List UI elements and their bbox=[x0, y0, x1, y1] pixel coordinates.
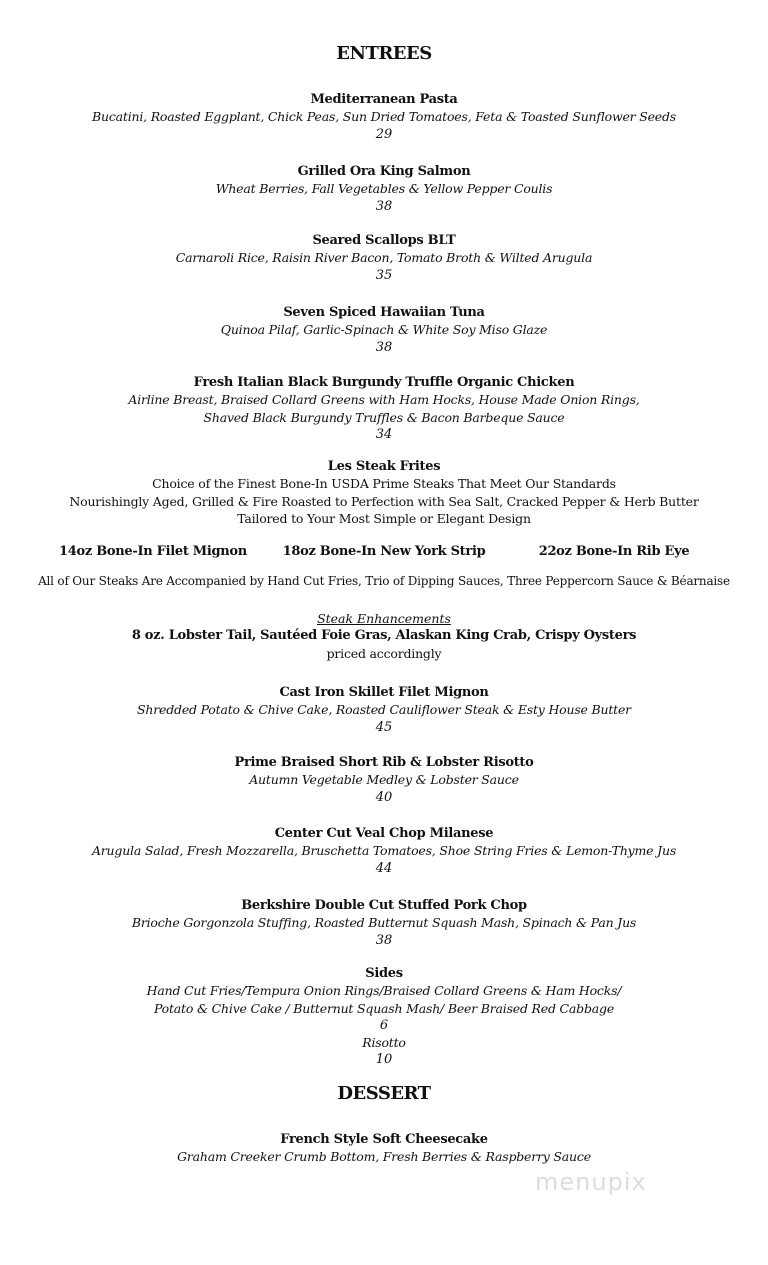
item-desc: Graham Creeker Crumb Bottom, Fresh Berries & Raspberry Sauce bbox=[177, 1149, 591, 1165]
steak-accompaniment bbox=[0, 573, 768, 590]
item-desc: Autumn Vegetable Medley & Lobster Sauce bbox=[249, 772, 519, 788]
sides-extra: Risotto bbox=[362, 1035, 406, 1051]
dessert-item bbox=[0, 1131, 768, 1166]
item-desc: Airline Breast, Braised Collard Greens with Ham Hocks, House Made Onion Rings, bbox=[128, 392, 640, 408]
steak-cut: 22oz Bone-In Rib Eye bbox=[538, 544, 690, 559]
item-desc: Nourishingly Aged, Grilled & Fire Roasted to Perfection with Sea Salt, Cracked Pepper & Herb Butter bbox=[69, 493, 699, 509]
item-name: Berkshire Double Cut Stuffed Pork Chop bbox=[241, 898, 527, 913]
item-price: 45 bbox=[375, 719, 393, 735]
item-desc: Quinoa Pilaf, Garlic-Spinach & White Soy Miso Glaze bbox=[220, 322, 548, 338]
accompaniment-text: All of Our Steaks Are Accompanied by Hand Cut Fries, Trio of Dipping Sauces, Three Peppercorn Sauce & Béarnaise bbox=[38, 574, 730, 588]
sides bbox=[0, 965, 768, 1069]
sides-price: 6 bbox=[379, 1017, 389, 1033]
item-name: Grilled Ora King Salmon bbox=[297, 164, 471, 179]
sides-desc: Potato & Chive Cake / Butternut Squash Mash/ Beer Braised Red Cabbage bbox=[153, 1000, 615, 1016]
item-price: 29 bbox=[375, 126, 393, 142]
menu-item bbox=[0, 163, 768, 215]
menu-item bbox=[0, 825, 768, 877]
menu-item bbox=[0, 754, 768, 806]
enhancements-title: Steak Enhancements bbox=[317, 611, 451, 626]
heading: ENTREES bbox=[336, 43, 432, 64]
item-desc: Brioche Gorgonzola Stuffing, Roasted Butternut Squash Mash, Spinach & Pan Jus bbox=[131, 915, 637, 931]
item-name: Prime Braised Short Rib & Lobster Risotto bbox=[234, 755, 534, 770]
enhancements-note: priced accordingly bbox=[326, 645, 442, 661]
item-desc: Tailored to Your Most Simple or Elegant Design bbox=[237, 510, 531, 526]
sides-title: Sides bbox=[365, 966, 403, 981]
item-price: 35 bbox=[375, 267, 393, 283]
item-desc: Choice of the Finest Bone-In USDA Prime Steaks That Meet Our Standards bbox=[152, 476, 616, 492]
steak-enhancements bbox=[0, 610, 768, 662]
item-desc: Arugula Salad, Fresh Mozzarella, Bruschetta Tomatoes, Shoe String Fries & Lemon-Thyme Jus bbox=[91, 843, 677, 859]
steak-cut: 18oz Bone-In New York Strip bbox=[282, 544, 486, 559]
item-price: 34 bbox=[375, 426, 393, 442]
section-title-dessert bbox=[0, 1085, 768, 1102]
item-price: 38 bbox=[375, 198, 393, 214]
steak-frites bbox=[0, 458, 768, 527]
menu-item bbox=[0, 304, 768, 356]
item-desc: Shredded Potato & Chive Cake, Roasted Cauliflower Steak & Esty House Butter bbox=[137, 702, 631, 718]
menu-item bbox=[0, 684, 768, 736]
steak-cut: 14oz Bone-In Filet Mignon bbox=[59, 544, 247, 559]
item-name: Les Steak Frites bbox=[327, 459, 441, 474]
item-price: 38 bbox=[375, 339, 393, 355]
item-price: 44 bbox=[375, 860, 393, 876]
menu-item bbox=[0, 232, 768, 284]
item-desc: Wheat Berries, Fall Vegetables & Yellow Pepper Coulis bbox=[215, 181, 553, 197]
enhancements-list: 8 oz. Lobster Tail, Sautéed Foie Gras, Alaskan King Crab, Crispy Oysters bbox=[131, 628, 637, 644]
item-name: Seared Scallops BLT bbox=[312, 233, 456, 248]
item-name: Fresh Italian Black Burgundy Truffle Organic Chicken bbox=[193, 375, 575, 390]
item-name: Center Cut Veal Chop Milanese bbox=[274, 826, 494, 841]
section-title-entrees bbox=[0, 45, 768, 62]
sides-desc: Hand Cut Fries/Tempura Onion Rings/Braised Collard Greens & Ham Hocks/ bbox=[146, 983, 622, 999]
heading: DESSERT bbox=[337, 1083, 431, 1104]
item-name: Seven Spiced Hawaiian Tuna bbox=[283, 305, 485, 320]
menu-item bbox=[0, 91, 768, 143]
item-name: Cast Iron Skillet Filet Mignon bbox=[279, 685, 489, 700]
item-desc: Carnaroli Rice, Raisin River Bacon, Tomato Broth & Wilted Arugula bbox=[175, 250, 593, 266]
item-desc: Shaved Black Burgundy Truffles & Bacon Barbeque Sauce bbox=[203, 409, 565, 425]
watermark: menupix bbox=[535, 1168, 647, 1196]
menu-item bbox=[0, 897, 768, 949]
item-name: Mediterranean Pasta bbox=[310, 92, 458, 107]
menu-item bbox=[0, 374, 768, 443]
item-desc: Bucatini, Roasted Eggplant, Chick Peas, Sun Dried Tomatoes, Feta & Toasted Sunflower Seeds bbox=[92, 109, 676, 125]
item-price: 38 bbox=[375, 932, 393, 948]
item-name: French Style Soft Cheesecake bbox=[280, 1132, 488, 1147]
item-price: 40 bbox=[375, 789, 393, 805]
sides-extra-price: 10 bbox=[375, 1052, 393, 1068]
